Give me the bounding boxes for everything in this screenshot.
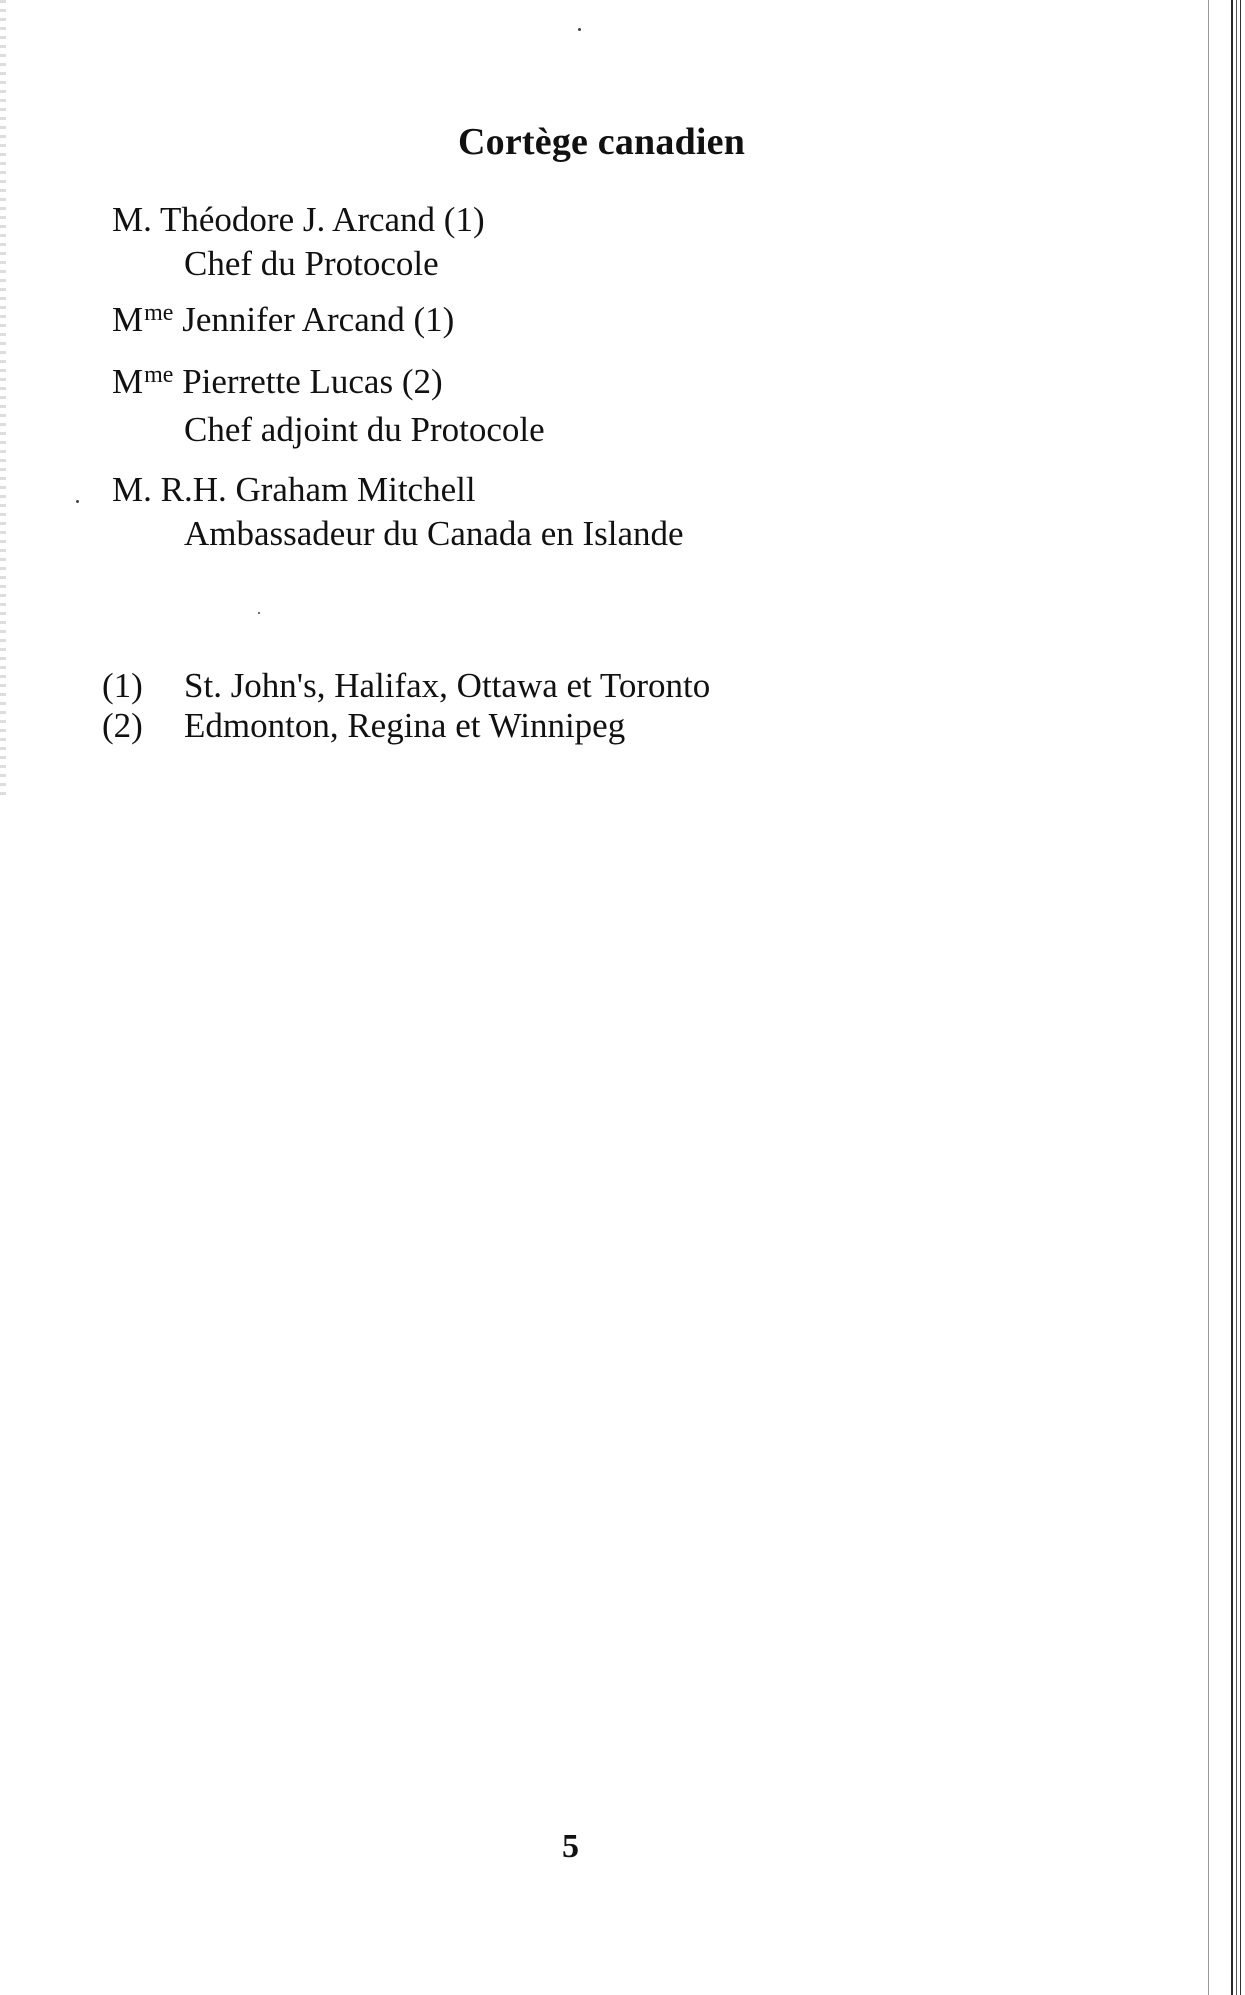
member-honorific: M	[112, 362, 144, 401]
footnote-item	[102, 706, 710, 746]
member-name-line	[112, 298, 454, 346]
scan-speck	[258, 612, 260, 614]
member-entry	[112, 360, 545, 452]
footnote-item	[102, 666, 710, 706]
scan-edge-left	[0, 0, 6, 800]
member-honorific-superscript: me	[144, 300, 174, 326]
footnote-marker: (2)	[102, 706, 143, 745]
member-honorific-superscript: me	[144, 362, 174, 388]
member-name: Théodore J. Arcand (1)	[160, 200, 485, 239]
page-number: 5	[562, 1828, 579, 1865]
member-role: Chef adjoint du Protocole	[184, 410, 545, 449]
footnotes	[102, 666, 710, 746]
member-role: Ambassadeur du Canada en Islande	[184, 514, 684, 553]
page-title: Cortège canadien	[458, 121, 746, 163]
member-name: Pierrette Lucas (2)	[182, 362, 443, 401]
member-name-line	[112, 198, 485, 242]
member-name: R.H. Graham Mitchell	[160, 470, 476, 509]
member-honorific: M	[112, 300, 144, 339]
member-name-line	[112, 468, 684, 512]
scan-speck	[76, 500, 79, 503]
member-honorific: M.	[112, 200, 152, 239]
scan-speck	[578, 28, 581, 31]
member-honorific: M.	[112, 470, 152, 509]
scan-edge-right	[1231, 0, 1245, 1995]
member-entry	[112, 298, 454, 346]
member-entry	[112, 198, 485, 286]
scan-edge-line	[1208, 0, 1209, 1995]
footnote-text: Edmonton, Regina et Winnipeg	[184, 706, 626, 745]
member-role: Chef du Protocole	[184, 244, 439, 283]
member-name-line	[112, 360, 545, 408]
member-entry	[112, 468, 684, 556]
footnote-marker: (1)	[102, 666, 143, 705]
footnote-text: St. John's, Halifax, Ottawa et Toronto	[184, 666, 711, 705]
member-name: Jennifer Arcand (1)	[182, 300, 455, 339]
